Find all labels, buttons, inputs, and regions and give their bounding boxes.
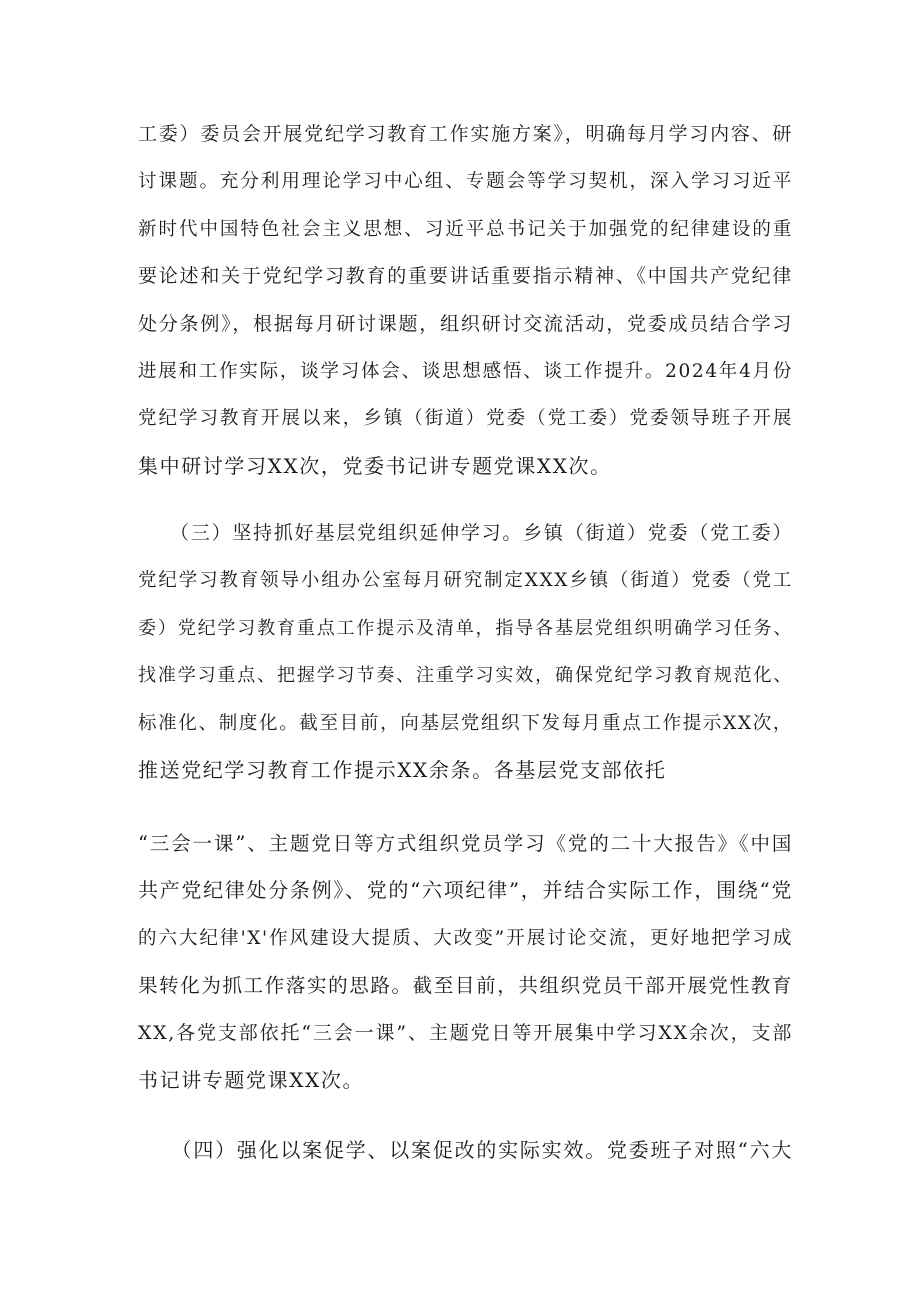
text-line: 要论述和关于党纪学习教育的重要讲话重要指示精神、《中国共产党纪律	[138, 265, 793, 288]
text-line: 讨课题。充分利用理论学习中心组、专题会等学习契机，深入学习习近平	[138, 171, 793, 193]
paragraph-study-plan	[138, 111, 793, 490]
text-line: 果转化为抓工作落实的思路。截至目前，共组织党员干部开展党性教育	[138, 974, 793, 998]
paragraph-party-branch-study	[138, 820, 793, 1104]
text-line: 党纪学习教育领导小组办公室每月研究制定XXX乡镇（街道）党委（党工	[138, 570, 793, 592]
text-line: 处分条例》，根据每月研讨课题，组织研讨交流活动，党委成员结合学习	[138, 312, 793, 335]
text-line: 委）党纪学习教育重点工作提示及清单，指导各基层党组织明确学习任务、	[138, 617, 793, 639]
paragraph-section-three	[138, 510, 793, 794]
text-line: 集中研讨学习XX次，党委书记讲专题党课XX次。	[138, 453, 612, 478]
section-heading-line: （四）强化以案促学、以案促改的实际实效。党委班子对照“六大	[138, 1138, 793, 1162]
text-line: 找准学习重点、把握学习节奏、注重学习实效，确保党纪学习教育规范化、	[138, 665, 793, 687]
section-heading-line: （三）坚持抓好基层党组织延伸学习。乡镇（街道）党委（党工委）	[138, 522, 793, 544]
text-line: 共产党纪律处分条例》、党的“六项纪律”，并结合实际工作，围绕“党	[138, 878, 793, 903]
text-line: 进展和工作实际，谈学习体会、谈思想感悟、谈工作提升。2024年4月份	[138, 360, 793, 382]
text-line: 推送党纪学习教育工作提示XX余条。各基层党支部依托	[138, 757, 667, 782]
text-line: “三会一课”、主题党日等方式组织党员学习《党的二十大报告》《中国	[138, 832, 793, 855]
text-line: 标准化、制度化。截至目前，向基层党组织下发每月重点工作提示XX次，	[138, 712, 793, 734]
text-line: XX,各党支部依托“三会一课”、主题党日等开展集中学习XX余次，支部	[138, 1021, 793, 1044]
paragraph-section-four	[138, 1127, 793, 1174]
text-line: 的六大纪律'X'作风建设大提质、大改变”开展讨论交流，更好地把学习成	[138, 927, 793, 949]
text-line: 新时代中国特色社会主义思想、习近平总书记关于加强党的纪律建设的重	[138, 218, 793, 240]
text-line: 工委）委员会开展党纪学习教育工作实施方案》，明确每月学习内容、研	[138, 123, 793, 145]
text-line: 党纪学习教育开展以来，乡镇（街道）党委（党工委）党委领导班子开展	[138, 408, 793, 430]
text-line: 书记讲专题党课XX次。	[138, 1067, 365, 1092]
